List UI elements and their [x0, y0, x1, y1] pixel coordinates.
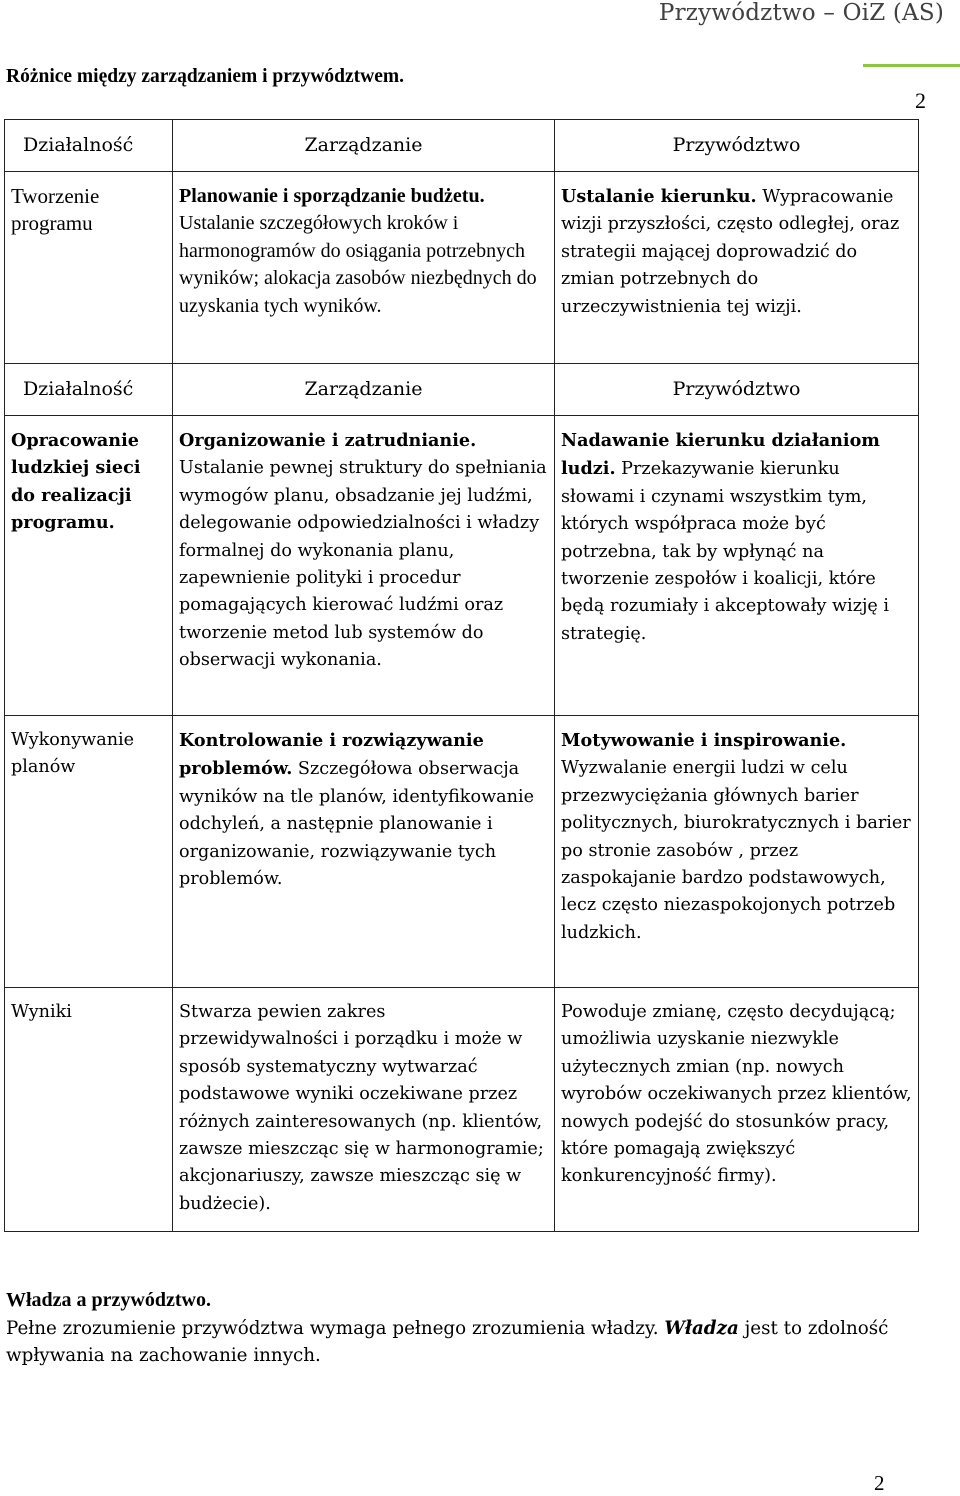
leadership-cell: Powoduje zmianę, często decydującą; umożliwia uzyskanie niezwykle użytecznych zmian (np. nowych wyrobów oczekiwanych przez klientów, nowych podejść do stosunków pracy, które pomagają zwiększyć konkurencyjność firmy). [555, 988, 919, 1232]
leadership-description: Wypracowanie wizji przyszłości, często odległej, oraz strategii mającej doprowadzić do zmian potrzebnych do urzeczywistnienia tej wizji. [561, 187, 900, 317]
management-term: Organizowanie i zatrudnianie. [179, 430, 477, 451]
header-activity: Działalność [5, 120, 173, 172]
leadership-description: Przekazywanie kierunku słowami i czynami wszystkim tym, których współpraca może być potrzebna, tak by wpłynąć na tworzenie zespołów i koalicji, które będą rozumiały i akceptowały wizję i strategię. [561, 459, 890, 644]
table-row [5, 172, 919, 364]
management-cell [173, 172, 555, 364]
table-row [5, 716, 919, 988]
management-cell [173, 716, 555, 988]
activity-cell: Wyniki [5, 988, 173, 1232]
management-description: Ustalanie szczegółowych kroków i harmonogramów do osiągania potrzebnych wyników; alokacja zasobów niezbędnych do uzyskania tych wyników. [179, 212, 537, 317]
leadership-term: Ustalanie kierunku. [561, 186, 757, 207]
activity-cell: Wykonywanie planów [5, 716, 173, 988]
page-heading: Różnice między zarządzaniem i przywództwem. [6, 66, 405, 87]
leadership-cell [555, 716, 919, 988]
management-cell [173, 416, 555, 716]
paragraph-text: Pełne zrozumienie przywództwa wymaga pełnego zrozumienia władzy. [6, 1317, 665, 1339]
header-leadership: Przywództwo [555, 364, 919, 416]
management-term: Kontrolowanie i rozwiązywanie problemów. [179, 730, 484, 780]
document-header-title: Przywództwo – OiZ (AS) [658, 0, 944, 26]
management-description: Szczegółowa obserwacja wyników na tle planów, identyfikowanie odchyleń, a następnie planowanie i organizowanie, rozwiązywanie tych problemów. [179, 759, 534, 890]
management-description: Ustalanie pewnej struktury do spełniania wymogów planu, obsadzanie jej ludźmi, delegowanie odpowiedzialności i władzy formalnej do wykonania planu, zapewnienie polityki i procedur pomagających kierować ludźmi oraz tworzenie metod lub systemów do obserwacji wykonania. [179, 458, 547, 671]
table-row [5, 416, 919, 716]
header-leadership: Przywództwo [555, 120, 919, 172]
table-header-row [5, 364, 919, 416]
leadership-cell [555, 172, 919, 364]
header-management: Zarządzanie [173, 120, 555, 172]
leadership-term: Nadawanie kierunku działaniom ludzi. [561, 430, 880, 480]
header-activity: Działalność [5, 364, 173, 416]
section-heading: Władza a przywództwo. [6, 1289, 211, 1311]
header-accent-rule [863, 64, 960, 67]
table-header-row [5, 120, 919, 172]
paragraph-text: jest to zdolność wpływania na zachowanie innych. [6, 1317, 889, 1366]
leadership-description: Wyzwalanie energii ludzi w celu przezwyciężania głównych barier politycznych, biurokratycznych i barier po stronie zasobów , przez zaspokajanie bardzo podstawowych, lecz często niezaspokojonych potrzeb ludzkich. [561, 758, 911, 943]
leadership-cell [555, 416, 919, 716]
management-cell: Stwarza pewien zakres przewidywalności i porządku i może w sposób systematyczny wytwarzać podstawowe wyniki oczekiwane przez różnych zainteresowanych (np. klientów, zawsze mieszcząc się w harmonogramie; akcjonariuszy, zawsze mieszcząc się w budżecie). [173, 988, 555, 1232]
management-term: Planowanie i sporządzanie budżetu. [179, 185, 485, 207]
margin-page-number: 2 [915, 88, 926, 113]
leadership-term: Motywowanie i inspirowanie. [561, 730, 847, 751]
management-vs-leadership-table [4, 119, 919, 1232]
power-and-leadership-section [6, 1287, 946, 1370]
footer-page-number: 2 [874, 1471, 885, 1495]
header-management: Zarządzanie [173, 364, 555, 416]
activity-cell: Opracowanie ludzkiej sieci do realizacji programu. [5, 416, 173, 716]
activity-cell: Tworzenie programu [5, 172, 173, 364]
paragraph-emphasis: Władza [664, 1317, 739, 1339]
table-row [5, 988, 919, 1232]
section-paragraph [6, 1315, 946, 1370]
